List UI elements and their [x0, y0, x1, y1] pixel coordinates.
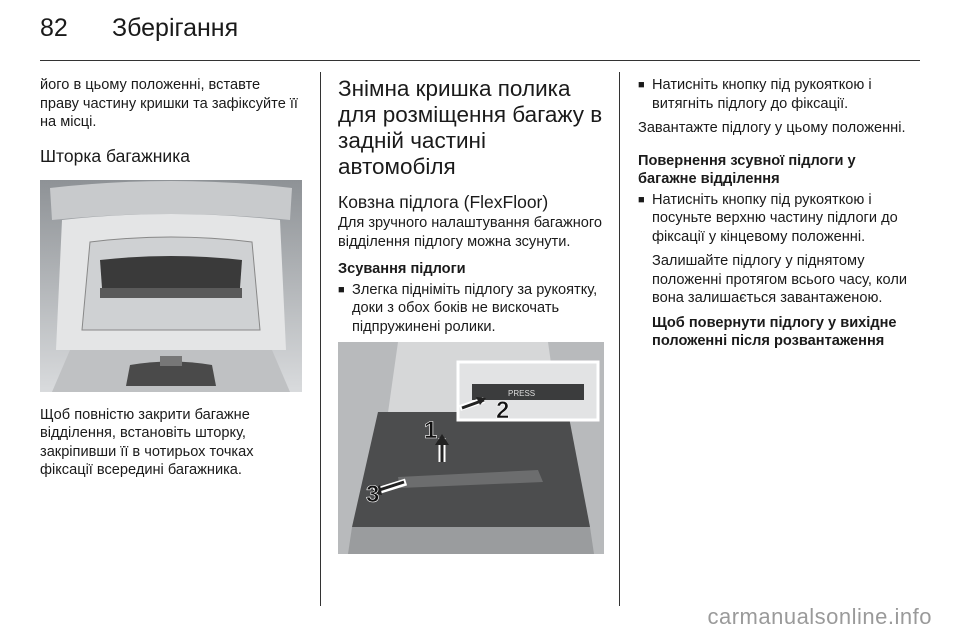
slide-floor-heading: Зсування підлоги — [338, 261, 466, 277]
column-divider-2 — [619, 72, 620, 606]
indent-text: Залишайте підлогу у піднятому положенні протягом всього часу, коли вона залишається завантаженою. — [652, 253, 907, 306]
flexfloor-intro: Для зручного налаштування багажного відділення підлогу можна зсунути. — [338, 215, 603, 250]
column-2 — [338, 76, 604, 554]
floor-panel-shape — [352, 412, 590, 527]
removable-cover-heading: Знімна кришка полика для розміщення багажу в задній частині автомобіля — [338, 76, 603, 179]
column-divider-1 — [320, 72, 321, 606]
callout-label-2: 2 — [496, 397, 510, 424]
list-item: ■ Натисніть кнопку під рукояткою і посуньте верхню частину підлоги до фіксації у кінцевому положенні. — [638, 191, 898, 245]
section-title: Зберігання — [112, 14, 239, 42]
list-item: ■ Злегка підніміть підлогу за рукоятку, доки з обох боків не вискочать підпружинені ролики. — [338, 281, 598, 335]
flexfloor-heading: Ковзна підлога (FlexFloor) — [338, 192, 549, 212]
callout-label-3: 3 — [366, 481, 380, 508]
square-bullet-icon: ■ — [638, 79, 645, 91]
return-floor-heading: Повернення зсувної підлоги у багажне відділення — [638, 152, 856, 187]
press-label: PRESS — [508, 389, 536, 398]
column-3 — [638, 76, 908, 357]
indent-bold-text: Щоб повернути підлогу у вихідне положенні після розвантаження — [652, 314, 897, 349]
column-1 — [40, 76, 302, 489]
square-bullet-icon: ■ — [338, 283, 345, 296]
list-item: ■ Натисніть кнопку під рукояткою і витягніть підлогу до фіксації. — [638, 77, 872, 112]
cover-heading: Шторка багажника — [40, 145, 190, 166]
intro-text: його в цьому положенні, вставте праву частину кришки та зафіксуйте її на місці. — [40, 77, 298, 130]
header-rule — [40, 60, 920, 61]
cover-body-text: Щоб повністю закрити багажне відділення, встановіть шторку, закріпивши її в чотирьох точках фіксації всередині багажника. — [40, 406, 254, 478]
flexfloor-image — [338, 342, 604, 554]
square-bullet-icon: ■ — [638, 193, 645, 206]
watermark: carmanualsonline.info — [707, 604, 932, 629]
cargo-cover-image — [40, 180, 302, 392]
callout-label-1: 1 — [424, 417, 438, 444]
load-floor-text: Завантажте підлогу у цьому положенні. — [638, 120, 906, 136]
page-number: 82 — [40, 14, 68, 42]
cover-blind-shape — [100, 256, 242, 292]
page-header — [40, 14, 238, 43]
